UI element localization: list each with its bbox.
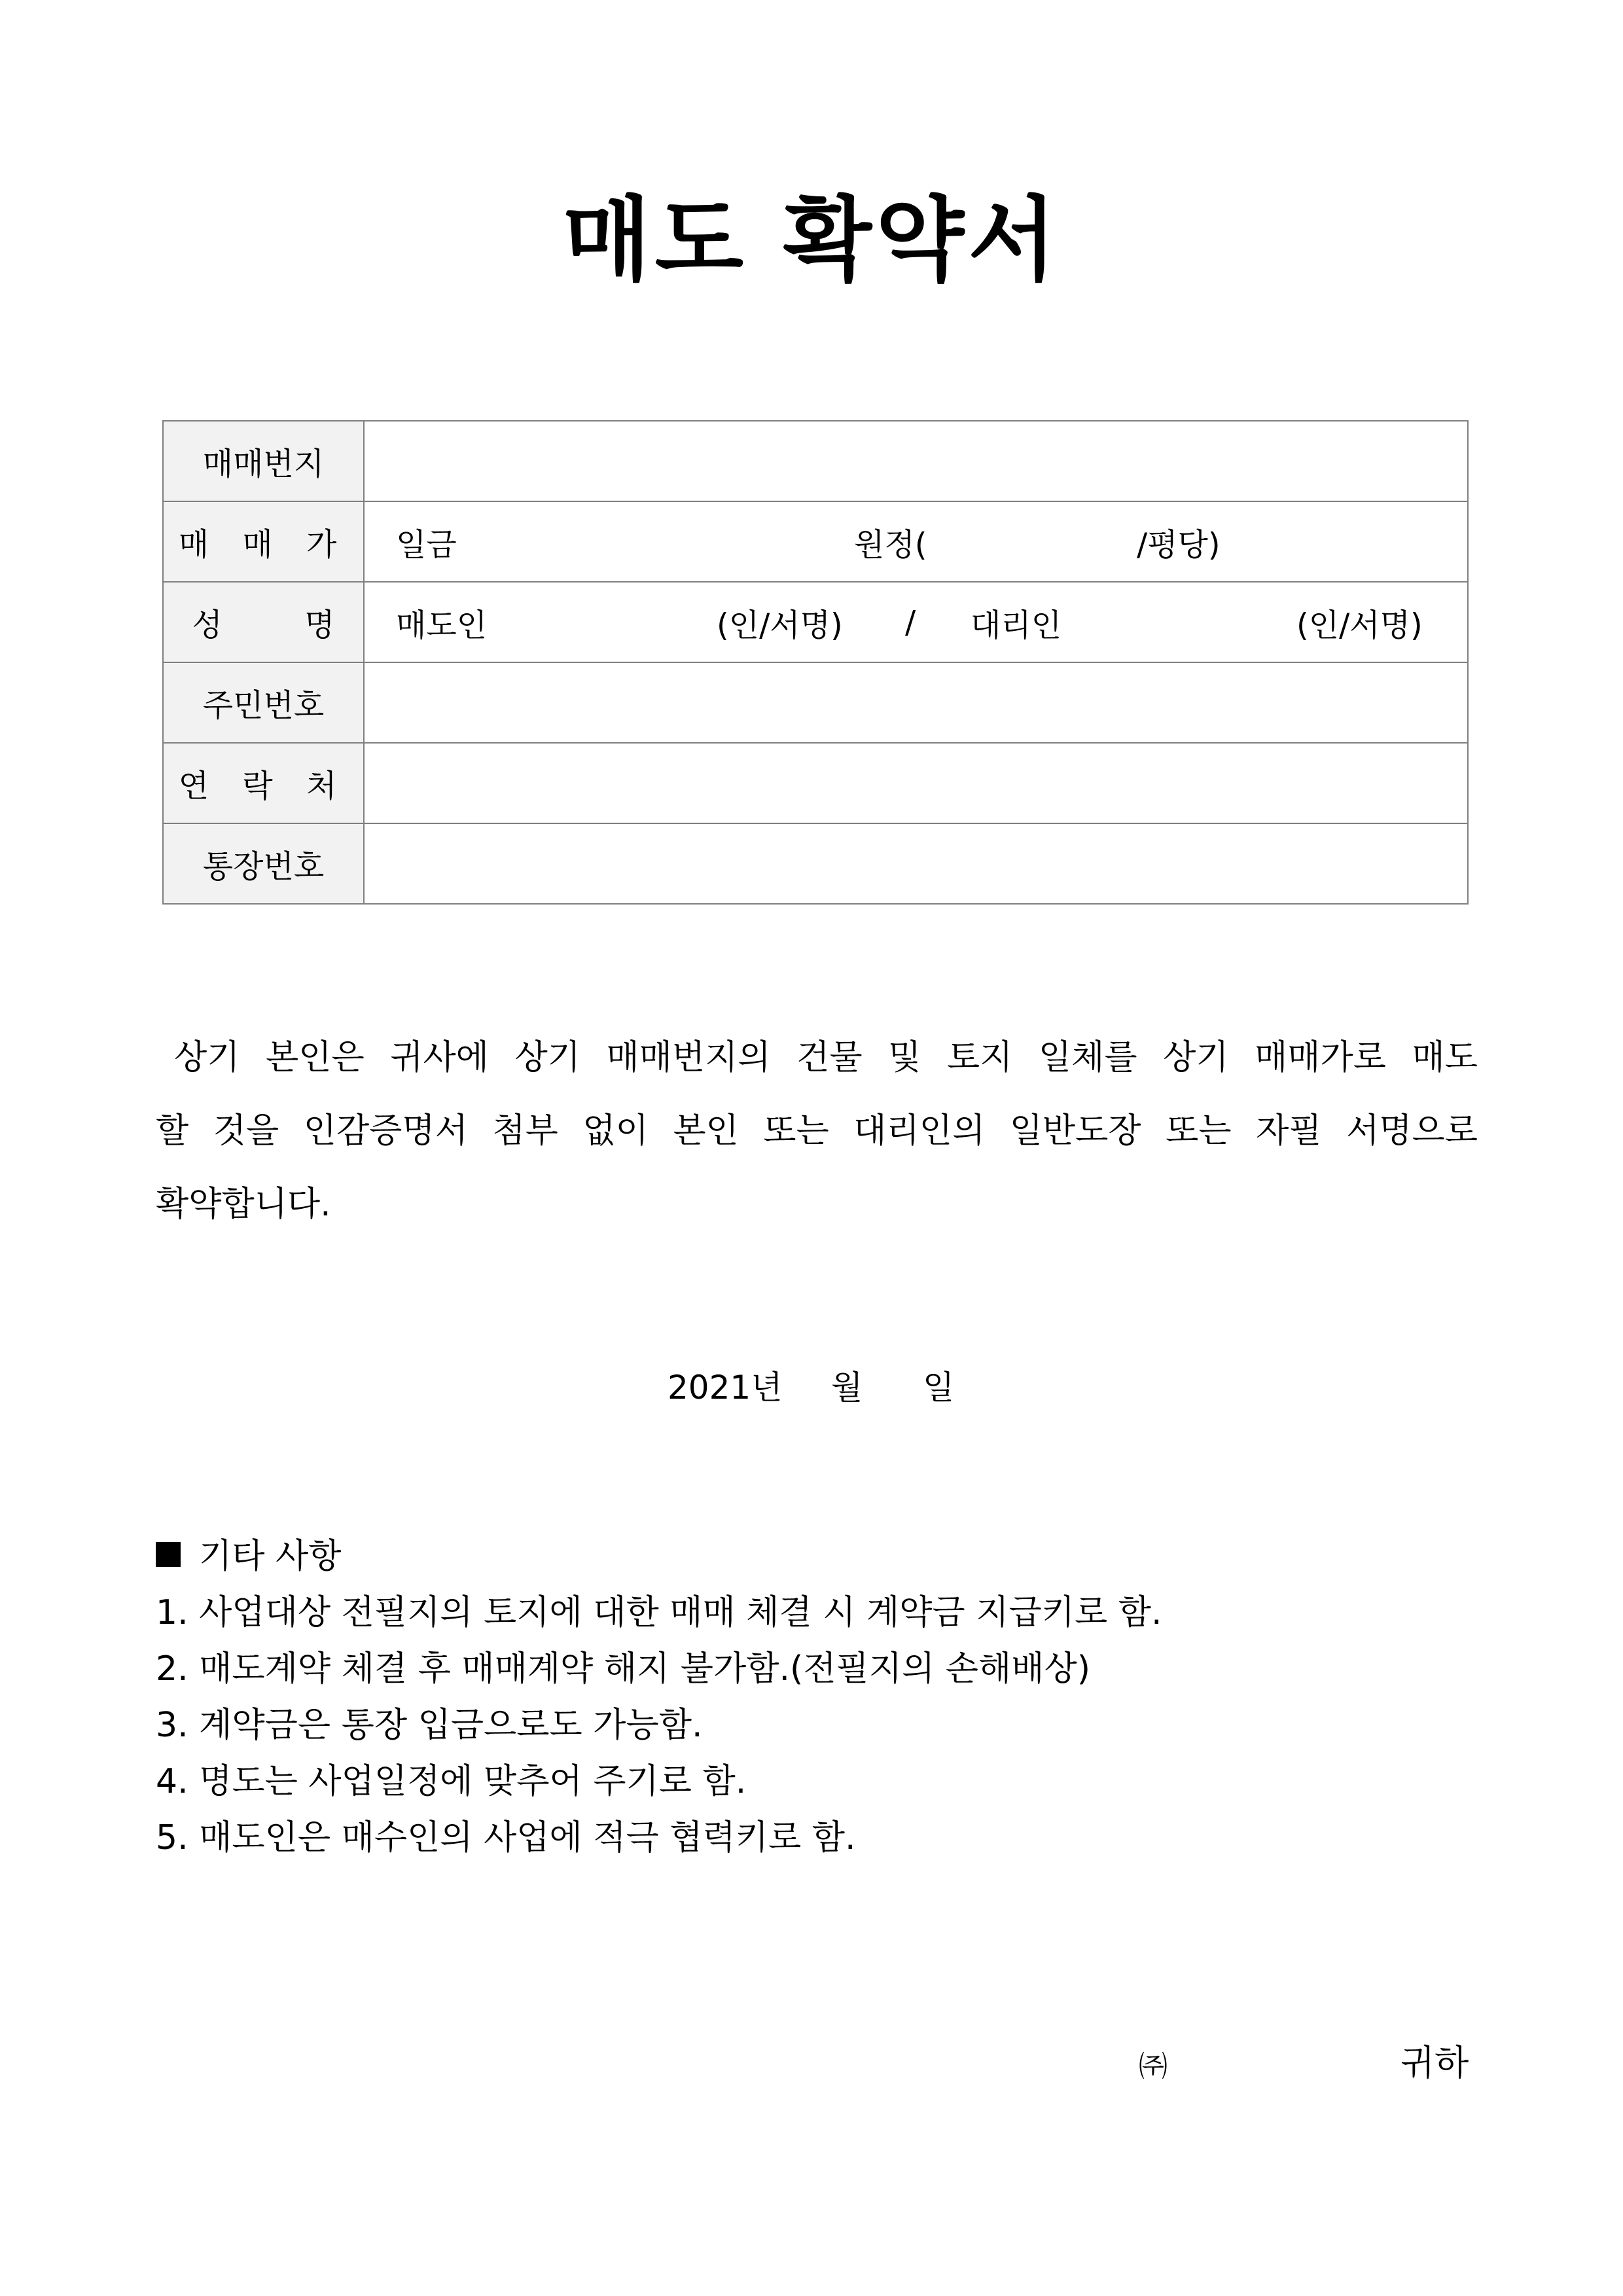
date-year: 2021년 (668, 1369, 783, 1407)
notes-heading (156, 1528, 1465, 1585)
contract-info-table (162, 420, 1469, 905)
table-row-name (163, 582, 1468, 662)
addressee: 귀하 (1400, 2042, 1469, 2083)
label-contact-text: 연 락 처 (178, 768, 349, 804)
square-bullet-icon (156, 1542, 181, 1567)
list-item: 4. 명도는 사업일정에 맞추어 주기로 함. (156, 1762, 747, 1801)
label-price-text: 매 매 가 (178, 526, 349, 563)
list-item: 2. 매도계약 체결 후 매매계약 해지 불가함.(전필지의 손해배상) (156, 1649, 1090, 1689)
label-contact (163, 743, 364, 823)
table-row-price (163, 501, 1468, 582)
paragraph-line-3-text: 확약합니다. (156, 1185, 331, 1224)
paragraph-line-1-text: 상기 본인은 귀사에 상기 매매번지의 건물 및 토지 일체를 상기 매매가로 매도 (174, 1038, 1478, 1077)
list-item: 5. 매도인은 매수인의 사업에 적극 협력키로 함. (156, 1818, 856, 1857)
table-row-account (163, 823, 1468, 904)
date-month: 월 (831, 1369, 863, 1407)
list-item: 3. 계약금은 통장 입금으로도 가능함. (156, 1706, 703, 1745)
seller-label: 매도인 (396, 607, 488, 643)
contact-field[interactable] (364, 743, 1468, 823)
agent-label: 대리인 (971, 607, 1062, 643)
date-day: 일 (923, 1369, 955, 1407)
paragraph-line-2-text: 할 것을 인감증명서 첨부 없이 본인 또는 대리인의 일반도장 또는 자필 서명으로 (156, 1111, 1478, 1151)
label-name (163, 582, 364, 662)
price-won: 원정( (854, 526, 927, 563)
label-account: 통장번호 (163, 823, 364, 904)
label-id: 주민번호 (163, 662, 364, 743)
price-prefix: 일금 (396, 526, 457, 563)
other-notes (156, 1528, 1465, 1866)
corporation-mark: ㈜ (1139, 2050, 1168, 2083)
paragraph-line-1 (156, 1021, 1478, 1094)
account-field[interactable] (364, 823, 1468, 904)
notes-heading-text: 기타 사항 (199, 1537, 342, 1576)
price-per-pyeong: /평당) (1137, 526, 1221, 563)
label-name-text: 성 명 (192, 607, 335, 643)
agent-seal: (인/서명) (1296, 607, 1423, 643)
name-field[interactable] (364, 582, 1468, 662)
table-row-contact (163, 743, 1468, 823)
price-field[interactable] (364, 501, 1468, 582)
table-row-id (163, 662, 1468, 743)
confirmation-paragraph (156, 1021, 1478, 1241)
label-address: 매매번지 (163, 421, 364, 501)
paragraph-line-2 (156, 1094, 1478, 1168)
list-item: 1. 사업대상 전필지의 토지에 대한 매매 체결 시 계약금 지급키로 함. (156, 1593, 1162, 1632)
document-title: 매도 확약서 (562, 187, 1061, 294)
label-price (163, 501, 364, 582)
paragraph-line-3 (156, 1168, 1478, 1241)
name-slash: / (905, 603, 916, 641)
seller-seal: (인/서명) (717, 607, 843, 643)
address-field[interactable] (364, 421, 1468, 501)
table-row-address (163, 421, 1468, 501)
id-field[interactable] (364, 662, 1468, 743)
